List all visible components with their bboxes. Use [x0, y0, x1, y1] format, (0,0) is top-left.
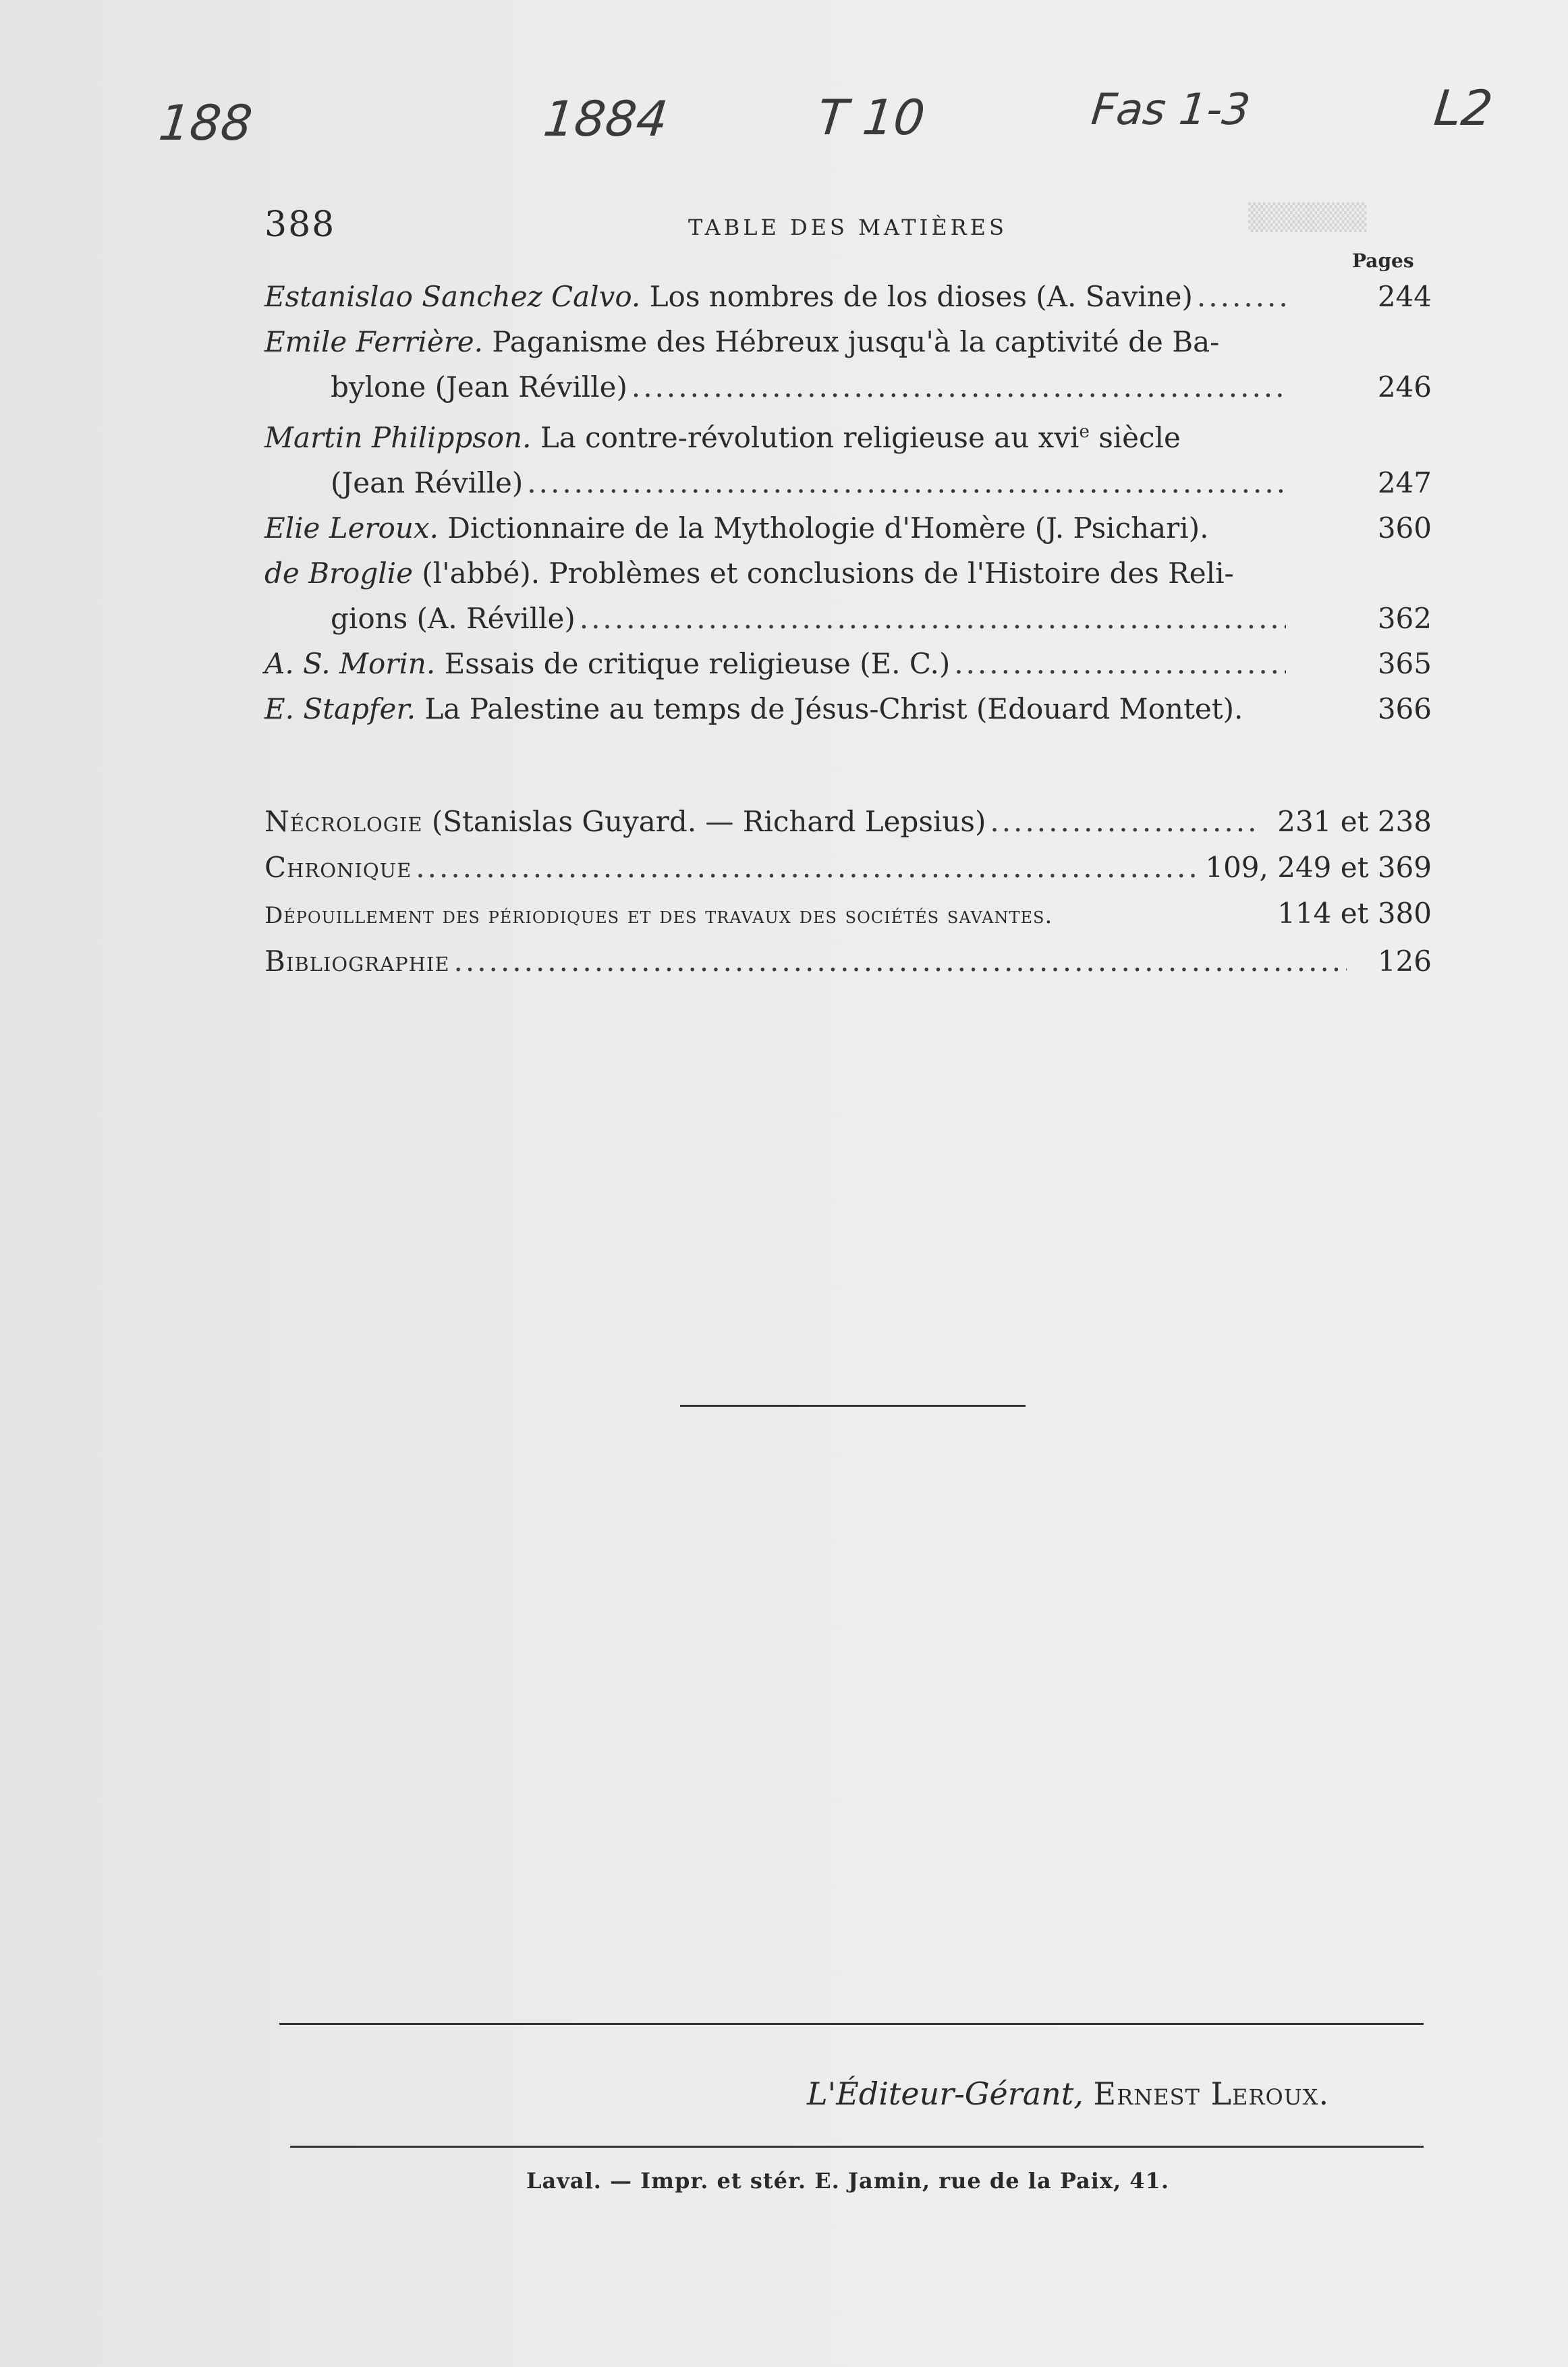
leader-dots [954, 641, 1286, 686]
section-entry [264, 939, 1432, 984]
entry-title-suffix: siècle [1089, 421, 1181, 454]
page-number: 388 [264, 204, 336, 245]
entry-title: Essais de critique religieuse (E. C.) [444, 647, 951, 680]
entry-page: 366 [1377, 692, 1432, 725]
leader-dots [416, 845, 1198, 891]
section-entry [264, 845, 1432, 891]
entry-author: A. S. Morin. [264, 647, 436, 680]
section-heading: Nécrologie [264, 805, 423, 838]
section-page: 109, 249 et 369 [1205, 851, 1432, 884]
section-heading: Chronique [264, 851, 412, 884]
toc-entry [264, 410, 1432, 505]
reviews-list [264, 274, 1432, 731]
handwritten-note-3: T 10 [814, 89, 928, 146]
entry-page: 244 [1377, 280, 1432, 313]
entry-page: 247 [1377, 466, 1432, 499]
section-page: 126 [1377, 945, 1432, 978]
entry-title-continued: (Jean Réville) [331, 466, 524, 499]
leader-dots [527, 460, 1286, 505]
bleed-through-text: ▒▒▒▒▒▒ [1248, 202, 1367, 232]
entry-page: 246 [1377, 370, 1432, 403]
toc-entry [264, 641, 1432, 686]
section-heading: Dépouillement des périodiques et des travaux des sociétés savantes. [264, 902, 1053, 929]
footer-rule-top [279, 2023, 1424, 2025]
entry-title-continued: bylone (Jean Réville) [331, 370, 627, 403]
entry-author: Elie Leroux. [264, 511, 439, 545]
entry-page: 362 [1377, 602, 1432, 635]
leader-dots [454, 939, 1347, 984]
section-entry [264, 799, 1432, 845]
entry-title: La contre-révolution religieuse au xvi [540, 421, 1080, 454]
entry-title: Paganisme des Hébreux jusqu'à la captivité de Ba- [492, 325, 1220, 358]
editor-name: Ernest Leroux. [1093, 2076, 1330, 2112]
entry-author: de Broglie [264, 557, 413, 590]
entry-title: Los nombres de los dioses (A. Savine) [649, 280, 1193, 313]
section-text: (Stanislas Guyard. — Richard Lepsius) [422, 805, 986, 838]
section-entry [264, 891, 1432, 939]
entry-author: Estanislao Sanchez Calvo. [264, 280, 641, 313]
handwritten-note-1: 188 [156, 94, 255, 151]
entry-title-continued: gions (A. Réville) [331, 602, 576, 635]
section-page: 114 et 380 [1277, 897, 1432, 930]
editor-title: L'Éditeur-Gérant, [807, 2076, 1084, 2112]
toc-entry [264, 505, 1432, 551]
handwritten-note-2: 1884 [540, 90, 671, 147]
leader-dots [580, 596, 1286, 641]
section-heading: Bibliographie [264, 945, 450, 978]
running-title: TABLE DES MATIÈRES [688, 215, 1007, 240]
handwritten-note-4: Fas 1-3 [1089, 85, 1253, 135]
toc-entry [264, 551, 1432, 641]
superscript: e [1079, 422, 1090, 442]
leader-dots [1197, 274, 1286, 319]
entry-title: (l'abbé). Problèmes et conclusions de l'Histoire des Reli- [412, 557, 1234, 590]
sections-list [264, 799, 1432, 984]
entry-page: 360 [1377, 511, 1432, 545]
leader-dots [632, 364, 1286, 410]
entry-author: Martin Philippson. [264, 421, 532, 454]
footer-rule-bottom [290, 2146, 1424, 2148]
toc-entry [264, 319, 1432, 410]
entry-title: La Palestine au temps de Jésus-Christ (Edouard Montet). [424, 692, 1243, 725]
entry-author: Emile Ferrière. [264, 325, 483, 358]
editor-line [807, 2076, 1329, 2112]
printer-imprint: Laval. — Impr. et stér. E. Jamin, rue de la Paix, 41. [526, 2168, 1169, 2194]
entry-title: Dictionnaire de la Mythologie d'Homère (J. Psichari). [447, 511, 1209, 545]
entry-page: 365 [1377, 647, 1432, 680]
pages-column-label: Pages [1352, 250, 1414, 272]
section-page: 231 et 238 [1277, 805, 1432, 838]
handwritten-note-5: L2 [1431, 80, 1496, 136]
toc-entry [264, 274, 1432, 319]
leader-dots [990, 799, 1259, 845]
toc-entry [264, 686, 1432, 731]
entry-author: E. Stapfer. [264, 692, 416, 725]
short-separator [680, 1405, 1026, 1407]
